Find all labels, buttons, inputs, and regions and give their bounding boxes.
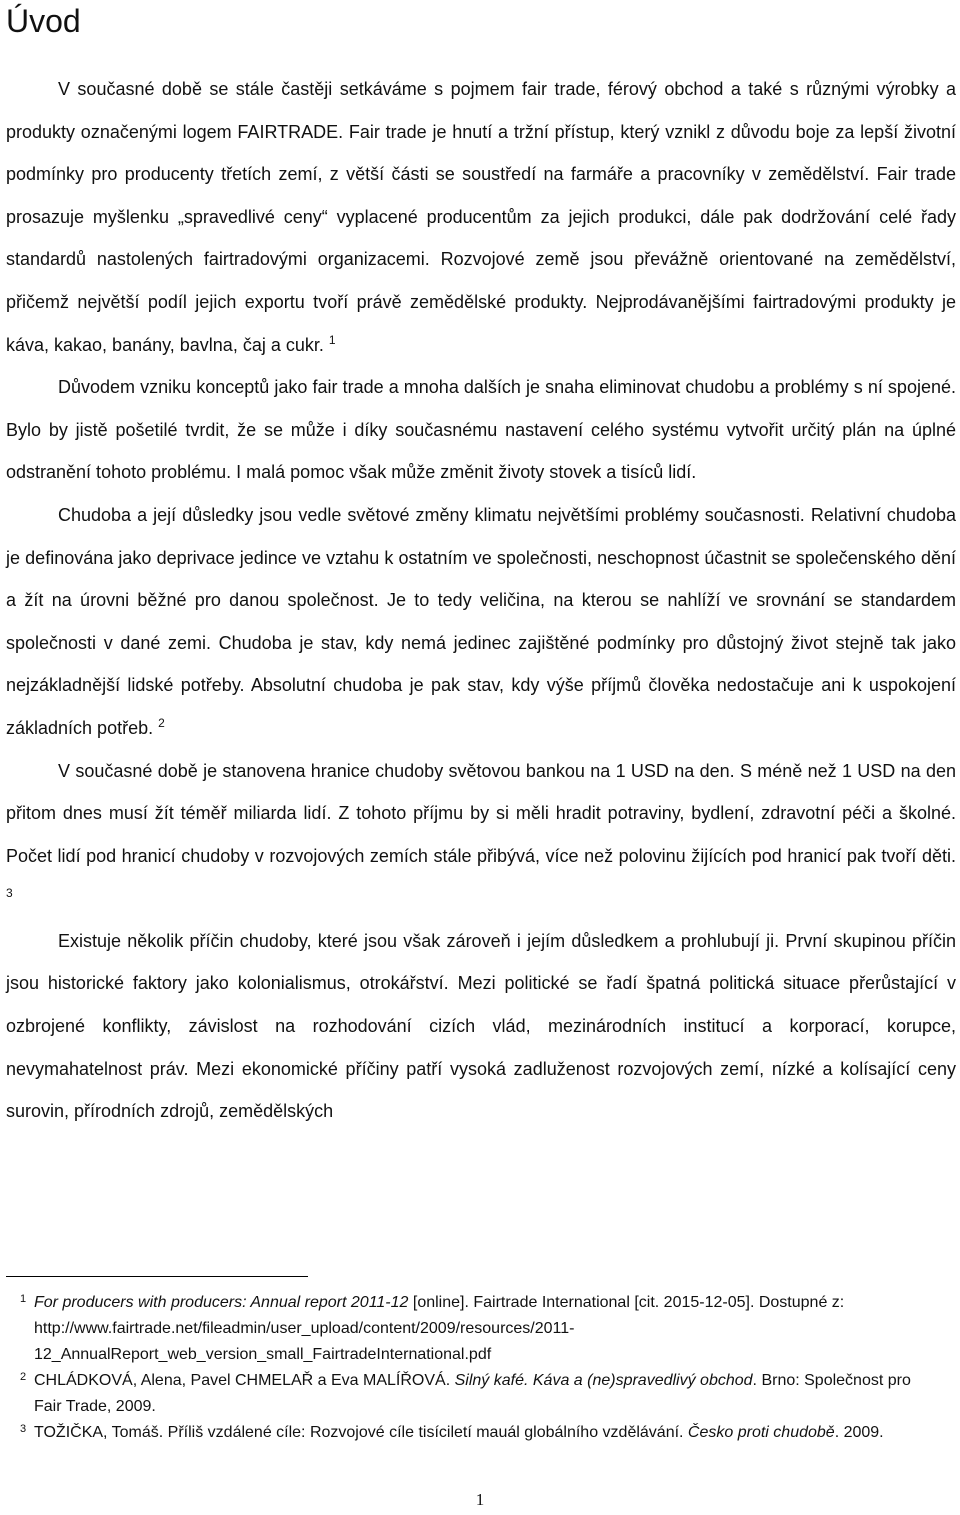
paragraph-3-text: Chudoba a její důsledky jsou vedle světové změny klimatu největšími problémy současnosti. Relativní chudoba je definována jako deprivace jedince ve vztahu k ostatním ve společnosti, neschopnost účastnit se společenského dění a žít na úrovni běžné pro danou společnost. Je to tedy veličina, na kterou se nahlíží ve srovnání se standardem společnosti v dané zemi. Chudoba je stav, kdy nemá jedinec zajištěné podmínky pro důstojný život stejně tak jako nejzákladnější lidské potřeby. Absolutní chudoba je pak stav, kdy výše příjmů člověka nedostačuje ani k uspokojení základních potřeb. — [6, 504, 956, 738]
footnote-authors: CHLÁDKOVÁ, Alena, Pavel CHMELAŘ a Eva MALÍŘOVÁ. — [34, 1372, 455, 1389]
footnote-number: 3 — [20, 1423, 27, 1435]
footnote-text: . 2009. — [834, 1424, 884, 1441]
footnotes — [6, 1290, 936, 1446]
paragraph-2-text: Důvodem vzniku konceptů jako fair trade a mnoha dalších je snaha eliminovat chudobu a problémy s ní spojené. Bylo by jistě pošetilé tvrdit, že se může i díky současnému nastavení celého systému vytvořit určitý plán na úplné odstranění tohoto problému. I malá pomoc však může změnit životy stovek a tisíců lidí. — [6, 377, 956, 483]
paragraph-5 — [6, 920, 956, 1133]
footnote-ref-3: 3 — [6, 886, 13, 901]
paragraph-3 — [6, 494, 956, 750]
page-number: 1 — [475, 1490, 485, 1509]
footnote-ref-2: 2 — [158, 715, 165, 730]
footnote-title: Silný kafé. Káva a (ne)spravedlivý obchod — [454, 1372, 753, 1389]
footnote-number: 1 — [20, 1293, 27, 1305]
footnote-text: . Brno: Společnost pro Fair Trade, 2009. — [34, 1372, 911, 1415]
footnote-ref-1: 1 — [328, 332, 336, 347]
paragraph-4 — [6, 750, 956, 920]
footnote-text: [online]. Fairtrade International [cit. 2015-12-05]. Dostupné z: http://www.fairtrade.net/fileadmin/user_upload/content/2009/resources/2011-12_AnnualReport_web_version_small_FairtradeInternational.pdf — [34, 1294, 845, 1363]
footnote-3 — [6, 1420, 936, 1446]
section-heading: Úvod — [6, 3, 81, 39]
footnote-number: 2 — [20, 1371, 27, 1383]
paragraph-5-text: Existuje několik příčin chudoby, které jsou však zároveň i jejím důsledkem a prohlubují ji. První skupinou příčin jsou historické faktory jako kolonialismus, otrokářství. Mezi politické se řadí špatná politická situace přerůstající v ozbrojené konflikty, závislost na rozhodování cizích vlád, mezinárodních institucí a korporací, korupce, nevymahatelnost práv. Mezi ekonomické příčiny patří vysoká zadluženost rozvojových zemí, nízké a kolísající ceny surovin, přírodních zdrojů, zemědělských — [6, 930, 956, 1122]
footnote-separator — [6, 1276, 308, 1277]
paragraph-4-text: V současné době je stanovena hranice chudoby světovou bankou na 1 USD na den. S méně než 1 USD na den přitom dnes musí žít téměř miliarda lidí. Z tohoto příjmu by si měli hradit potraviny, bydlení, zdravotní péči a školné. Počet lidí pod hranicí chudoby v rozvojových zemích stále přibývá, více než polovinu žijících pod hranicí pak tvoří děti. — [6, 760, 956, 866]
footnote-authors: TOŽIČKA, Tomáš. Příliš vzdálené cíle: Rozvojové cíle tisíciletí mauál globálního vzdělávání. — [34, 1424, 688, 1441]
footnote-2 — [6, 1368, 936, 1420]
paragraph-1-text: V současné době se stále častěji setkáváme s pojmem fair trade, férový obchod a také s různými výrobky a produkty označenými logem FAIRTRADE. Fair trade je hnutí a tržní přístup, který vznikl z důvodu boje za lepší životní podmínky pro producenty třetích zemí, z větší části se soustředí na farmáře a pracovníky v zemědělství. Fair trade prosazuje myšlenku „spravedlivé ceny“ vyplacené producentům za jejich produkci, dále pak dodržování celé řady standardů nastolených fairtradovými organizacemi. Rozvojové země jsou převážně orientované na zemědělství, přičemž největší podíl jejich exportu tvoří právě zemědělské produkty. Nejprodávanějšími fairtradovými produkty je káva, kakao, banány, bavlna, čaj a cukr. — [6, 79, 956, 355]
footnote-title: Česko proti chudobě — [687, 1424, 835, 1441]
footnote-title: For producers with producers: Annual report 2011-12 — [34, 1294, 409, 1311]
paragraph-1 — [6, 68, 956, 366]
paragraph-2 — [6, 366, 956, 494]
footnote-1 — [6, 1290, 936, 1368]
body-text — [6, 68, 956, 1133]
